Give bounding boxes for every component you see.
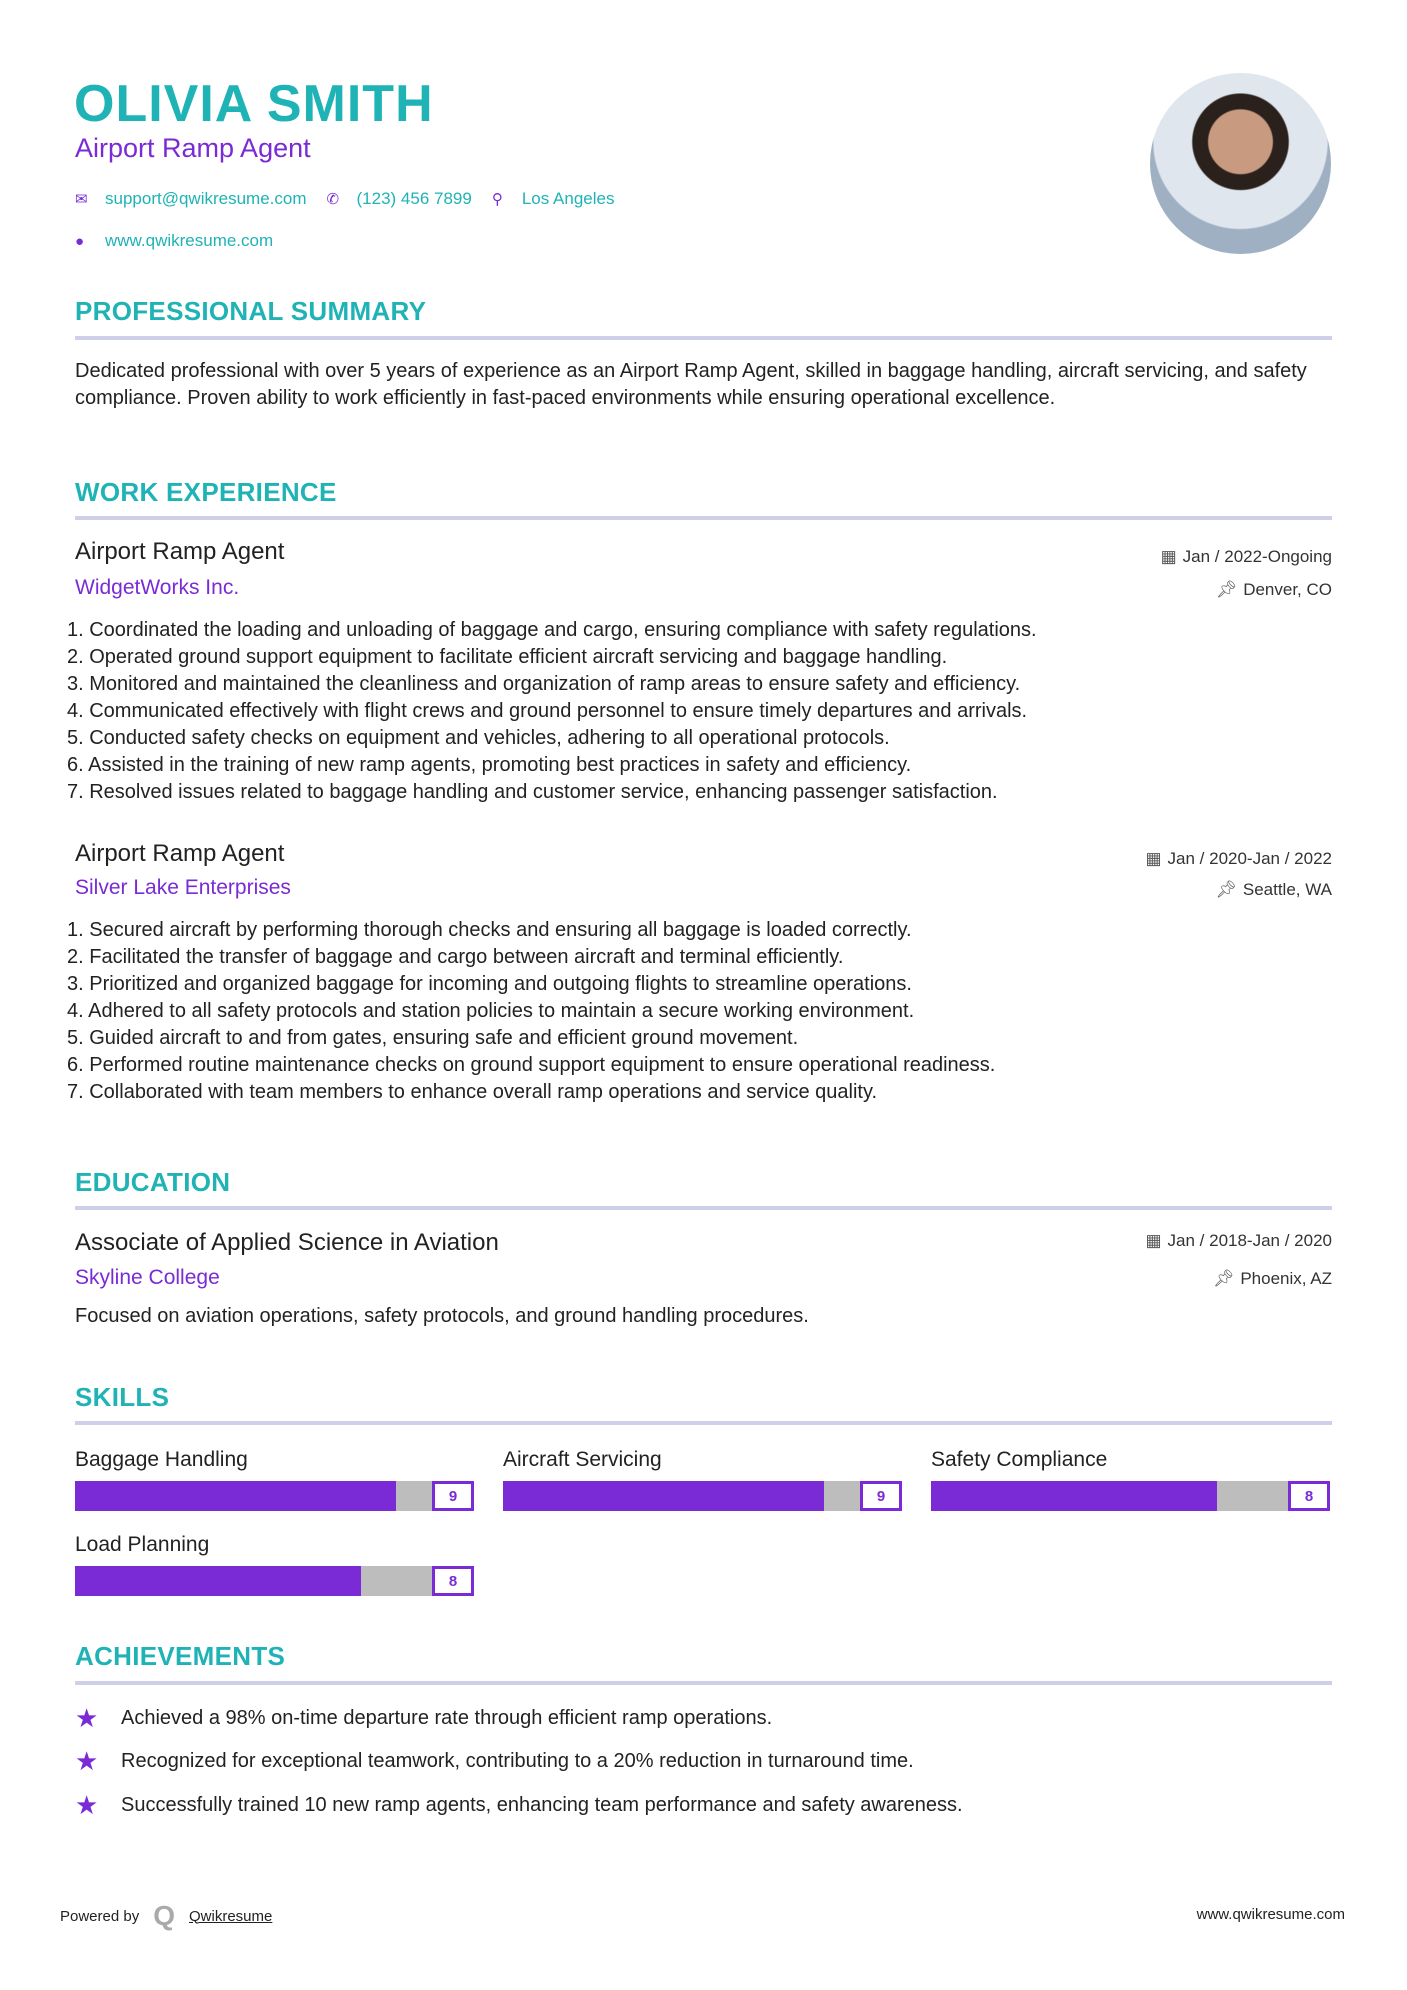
- degree: Associate of Applied Science in Aviation: [75, 1229, 499, 1256]
- skill-bar: [503, 1481, 902, 1511]
- dates-text: Jan / 2018-Jan / 2020: [1167, 1231, 1332, 1250]
- pin-icon: 📌︎: [1212, 1269, 1235, 1288]
- job-dates: [1161, 547, 1332, 567]
- job-location: [1216, 580, 1332, 600]
- dates-text: Jan / 2020-Jan / 2022: [1167, 849, 1332, 868]
- skill-level-badge: 8: [432, 1566, 474, 1596]
- section-heading-achievements: ACHIEVEMENTS: [75, 1641, 286, 1671]
- section-heading-experience: WORK EXPERIENCE: [75, 477, 337, 507]
- map-pin-icon: ⚲: [491, 191, 503, 208]
- skill-name: Aircraft Servicing: [503, 1448, 662, 1471]
- location-text: Los Angeles: [521, 189, 615, 208]
- location-text: Denver, CO: [1243, 580, 1332, 599]
- skill-item: [931, 1448, 1330, 1511]
- divider: [75, 1206, 1332, 1210]
- section-heading-education: EDUCATION: [75, 1167, 231, 1197]
- star-icon: ★: [75, 1703, 99, 1733]
- envelope-icon: ✉: [75, 191, 88, 208]
- achievement-item: [75, 1746, 914, 1777]
- skill-item: [503, 1448, 902, 1511]
- phone-icon: ✆: [326, 191, 340, 208]
- email-link[interactable]: support@qwikresume.com: [105, 189, 307, 208]
- education-dates: [1145, 1231, 1332, 1251]
- job-location: [1215, 880, 1332, 900]
- job-company: Silver Lake Enterprises: [75, 876, 291, 899]
- skill-name: Baggage Handling: [75, 1448, 248, 1471]
- job-dates: [1145, 849, 1332, 869]
- website-link[interactable]: www.qwikresume.com: [105, 231, 274, 250]
- footer-brand: [60, 1900, 272, 1932]
- list-item: 6. Performed routine maintenance checks on ground support equipment to ensure operational readiness.: [67, 1054, 996, 1076]
- dates-text: Jan / 2022-Ongoing: [1182, 547, 1332, 566]
- skill-bar-fill: [503, 1481, 824, 1511]
- list-item: 3. Monitored and maintained the cleanliness and organization of ramp areas to ensure safety and efficiency.: [67, 673, 1021, 695]
- divider: [75, 1681, 1332, 1685]
- achievement-item: [75, 1790, 963, 1821]
- powered-by-text: Powered by: [60, 1907, 140, 1925]
- list-item: 6. Assisted in the training of new ramp agents, promoting best practices in safety and efficiency.: [67, 754, 912, 776]
- skill-bar-fill: [75, 1566, 361, 1596]
- summary-text: Dedicated professional with over 5 years of experience as an Airport Ramp Agent, skilled in baggage handling, aircraft servicing, and safety compliance. Proven ability to work efficiently in fast-paced environments while ensuring operational excellence.: [75, 360, 1307, 409]
- divider: [75, 516, 1332, 520]
- list-item: 5. Conducted safety checks on equipment and vehicles, adhering to all operational protocols.: [67, 727, 890, 749]
- skill-bar: [931, 1481, 1330, 1511]
- achievement-text: Recognized for exceptional teamwork, contributing to a 20% reduction in turnaround time.: [121, 1750, 914, 1772]
- list-item: 1. Coordinated the loading and unloading of baggage and cargo, ensuring compliance with safety regulations.: [67, 619, 1037, 641]
- job-company: WidgetWorks Inc.: [75, 576, 240, 599]
- list-item: 5. Guided aircraft to and from gates, ensuring safe and efficient ground movement.: [67, 1027, 799, 1049]
- skill-item: [75, 1448, 474, 1511]
- skill-bar: [75, 1481, 474, 1511]
- school: Skyline College: [75, 1266, 220, 1289]
- skill-bar: [75, 1566, 474, 1596]
- list-item: 7. Collaborated with team members to enhance overall ramp operations and service quality.: [67, 1081, 878, 1103]
- achievement-text: Achieved a 98% on-time departure rate through efficient ramp operations.: [121, 1707, 773, 1729]
- section-heading-summary: PROFESSIONAL SUMMARY: [75, 296, 427, 326]
- achievement-item: [75, 1703, 772, 1734]
- website-row: [75, 231, 273, 251]
- list-item: 4. Adhered to all safety protocols and station policies to maintain a secure working environment.: [67, 1000, 915, 1022]
- candidate-name: OLIVIA SMITH: [74, 75, 434, 133]
- divider: [75, 1421, 1332, 1425]
- star-icon: ★: [75, 1790, 99, 1820]
- education-location: [1213, 1269, 1332, 1289]
- calendar-icon: ▦: [1160, 547, 1177, 566]
- skill-name: Safety Compliance: [931, 1448, 1108, 1471]
- divider: [75, 336, 1332, 340]
- pin-icon: 📌︎: [1215, 580, 1238, 599]
- list-item: 4. Communicated effectively with flight crews and ground personnel to ensure timely departures and arrivals.: [67, 700, 1028, 722]
- footer-website[interactable]: www.qwikresume.com: [1196, 1906, 1345, 1923]
- list-item: 3. Prioritized and organized baggage for incoming and outgoing flights to streamline operations.: [67, 973, 912, 995]
- list-item: 2. Operated ground support equipment to facilitate efficient aircraft servicing and baggage handling.: [67, 646, 948, 668]
- list-item: 2. Facilitated the transfer of baggage and cargo between aircraft and terminal efficiently.: [67, 946, 844, 968]
- skill-level-badge: 9: [860, 1481, 902, 1511]
- skill-name: Load Planning: [75, 1533, 210, 1556]
- location-text: Seattle, WA: [1242, 880, 1332, 899]
- achievement-text: Successfully trained 10 new ramp agents, enhancing team performance and safety awareness.: [121, 1794, 963, 1816]
- job-position: Airport Ramp Agent: [75, 538, 285, 565]
- skill-level-badge: 8: [1288, 1481, 1330, 1511]
- location-text: Phoenix, AZ: [1240, 1269, 1332, 1288]
- list-item: 7. Resolved issues related to baggage handling and customer service, enhancing passenger satisfaction.: [67, 781, 998, 803]
- qwikresume-logo-icon: Q: [153, 1900, 175, 1931]
- contact-row: [75, 189, 614, 209]
- education-description: Focused on aviation operations, safety protocols, and ground handling procedures.: [75, 1305, 809, 1327]
- brand-link[interactable]: Qwikresume: [189, 1907, 273, 1925]
- pin-icon: 📌︎: [1215, 880, 1237, 899]
- job-duties: [67, 917, 1337, 1106]
- section-heading-skills: SKILLS: [75, 1382, 170, 1412]
- job-position: Airport Ramp Agent: [75, 840, 285, 867]
- globe-icon: ●: [75, 232, 85, 250]
- calendar-icon: ▦: [1145, 849, 1162, 868]
- calendar-icon: ▦: [1145, 1231, 1162, 1250]
- profile-photo: [1150, 73, 1331, 254]
- star-icon: ★: [75, 1746, 99, 1776]
- skill-item: [75, 1533, 474, 1596]
- skill-level-badge: 9: [432, 1481, 474, 1511]
- phone-text: (123) 456 7899: [356, 189, 472, 208]
- job-duties: [67, 617, 1337, 806]
- list-item: 1. Secured aircraft by performing thorough checks and ensuring all baggage is loaded correctly.: [67, 919, 912, 941]
- skill-bar-fill: [75, 1481, 396, 1511]
- job-title: Airport Ramp Agent: [75, 133, 311, 163]
- skill-bar-fill: [931, 1481, 1217, 1511]
